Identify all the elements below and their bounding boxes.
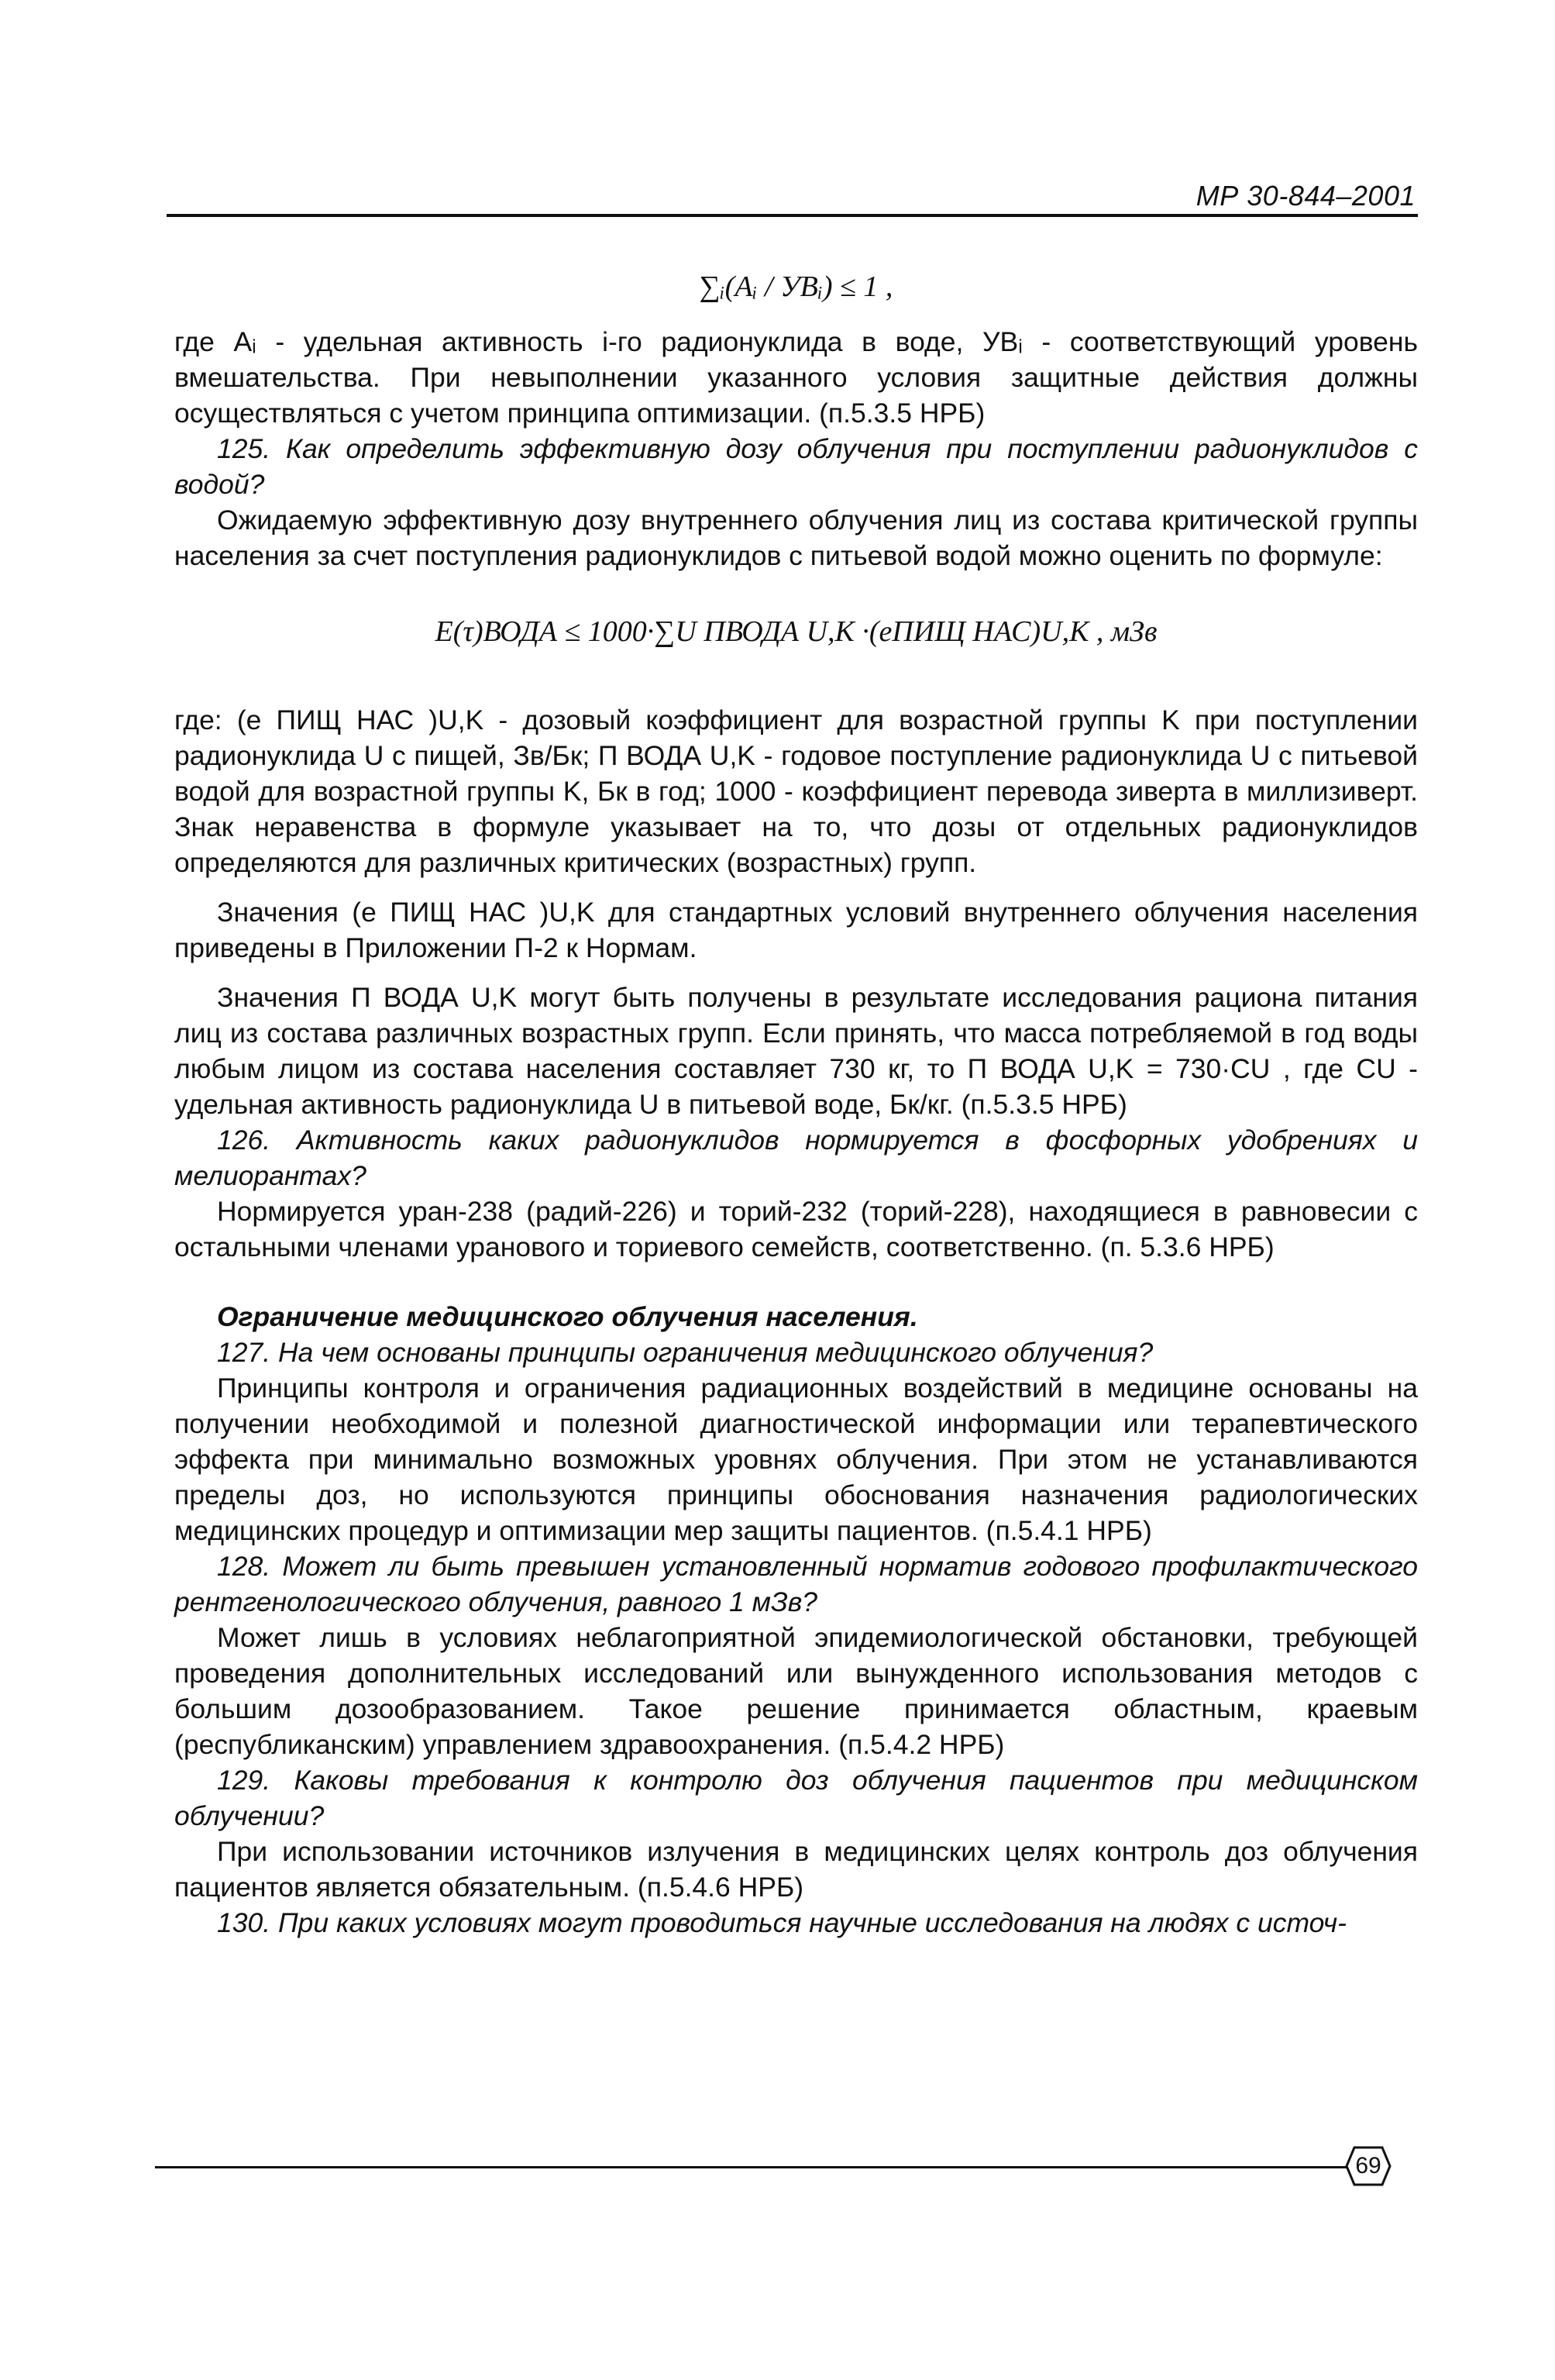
question-129: 129. Каковы требования к контролю доз облучения пациентов при медицинском облучении? (174, 1765, 1418, 1831)
paragraph-expected-dose: Ожидаемую эффективную дозу внутреннего облучения лиц из состава критической группы населения за счет поступления радионуклидов с питьевой водой можно оценить по формуле: (174, 505, 1418, 571)
document-code: МР 30-844–2001 (1195, 180, 1416, 212)
formula-sum-ratio-text: ∑ᵢ(Aᵢ / УВᵢ) ≤ 1 , (699, 270, 893, 303)
formula-sum-ratio (174, 263, 1418, 324)
page-content (174, 263, 1418, 1941)
formula-dose-water (174, 597, 1418, 688)
footer-divider (155, 2166, 1356, 2168)
page-number: 69 (1355, 2153, 1381, 2179)
question-130: 130. При каких условиях могут проводиться научные исследования на людях с источ- (217, 1907, 1347, 1938)
paragraph-dose-control: При использовании источников излучения в медицинских целях контроль доз облучения пациентов является обязательным. (п.5.4.6 НРБ) (174, 1836, 1418, 1903)
header-divider (167, 214, 1418, 217)
formula-dose-water-text: E(τ)ВОДА ≤ 1000·∑U ПВОДА U,K ·(eПИЩ НАС)U,K , мЗв (435, 615, 1158, 648)
paragraph-values-p: Значения П ВОДА U,K могут быть получены в результате исследования рациона питания лиц из состава различных возрастных групп. Если принять, что масса потребляемой в год воды любым лицом из состава населения составляет 730 кг, то П ВОДА U,K = 730·CU , где CU - удельная активность радионуклида U в питьевой воде, Бк/кг. (п.5.3.5 НРБ) (174, 982, 1418, 1120)
question-127: 127. На чем основаны принципы ограничения медицинского облучения? (217, 1337, 1154, 1368)
question-125: 125. Как определить эффективную дозу облучения при поступлении радионуклидов с водой? (174, 433, 1418, 500)
paragraph-uranium-thorium: Нормируется уран-238 (радий-226) и торий-232 (торий-228), находящиеся в равновесии с остальными членами уранового и ториевого семейств, соответственно. (п. 5.3.6 НРБ) (174, 1196, 1418, 1262)
paragraph-values-e: Значения (e ПИЩ НАС )U,K для стандартных условий внутреннего облучения населения приведены в Приложении П-2 к Нормам. (174, 897, 1418, 963)
question-128: 128. Может ли быть превышен установленный норматив годового профилактического рентгенологического облучения, равного 1 мЗв? (174, 1551, 1418, 1617)
paragraph-may-exceed: Может лишь в условиях неблагоприятной эпидемиологической обстановки, требующей проведения дополнительных исследований или вынужденного использования методов с большим дозообразованием. Такое решение принимается областным, краевым (республиканским) управлением здравоохранения. (п.5.4.2 НРБ) (174, 1622, 1418, 1760)
question-126: 126. Активность каких радионуклидов нормируется в фосфорных удобрениях и мелиорантах? (174, 1125, 1418, 1191)
paragraph-where-dose-coefficient: где: (e ПИЩ НАС )U,K - дозовый коэффициент для возрастной группы K при поступлении радионуклида U с пищей, Зв/Бк; П ВОДА U,K - годовое поступление радионуклида U с питьевой водой для возрастной группы K, Бк в год; 1000 - коэффициент перевода зиверта в миллизиверт. Знак неравенства в формуле указывает на то, что дозы от отдельных радионуклидов определяются для различных критических (возрастных) групп. (174, 704, 1418, 878)
section-heading-medical: Ограничение медицинского облучения населения. (217, 1301, 918, 1332)
paragraph-where-ai: где Aᵢ - удельная активность i-го радионуклида в воде, УВᵢ - соответствующий уровень вмешательства. При невыполнении указанного условия защитные действия должны осуществляться с учетом принципа оптимизации. (п.5.3.5 НРБ) (174, 326, 1418, 429)
paragraph-medical-principles: Принципы контроля и ограничения радиационных воздействий в медицине основаны на получении необходимой и полезной диагностической информации или терапевтического эффекта при минимально возможных уровнях облучения. При этом не устанавливаются пределы доз, но используются принципы обоснования назначения радиологических медицинских процедур и оптимизации мер защиты пациентов. (п.5.4.1 НРБ) (174, 1373, 1418, 1546)
